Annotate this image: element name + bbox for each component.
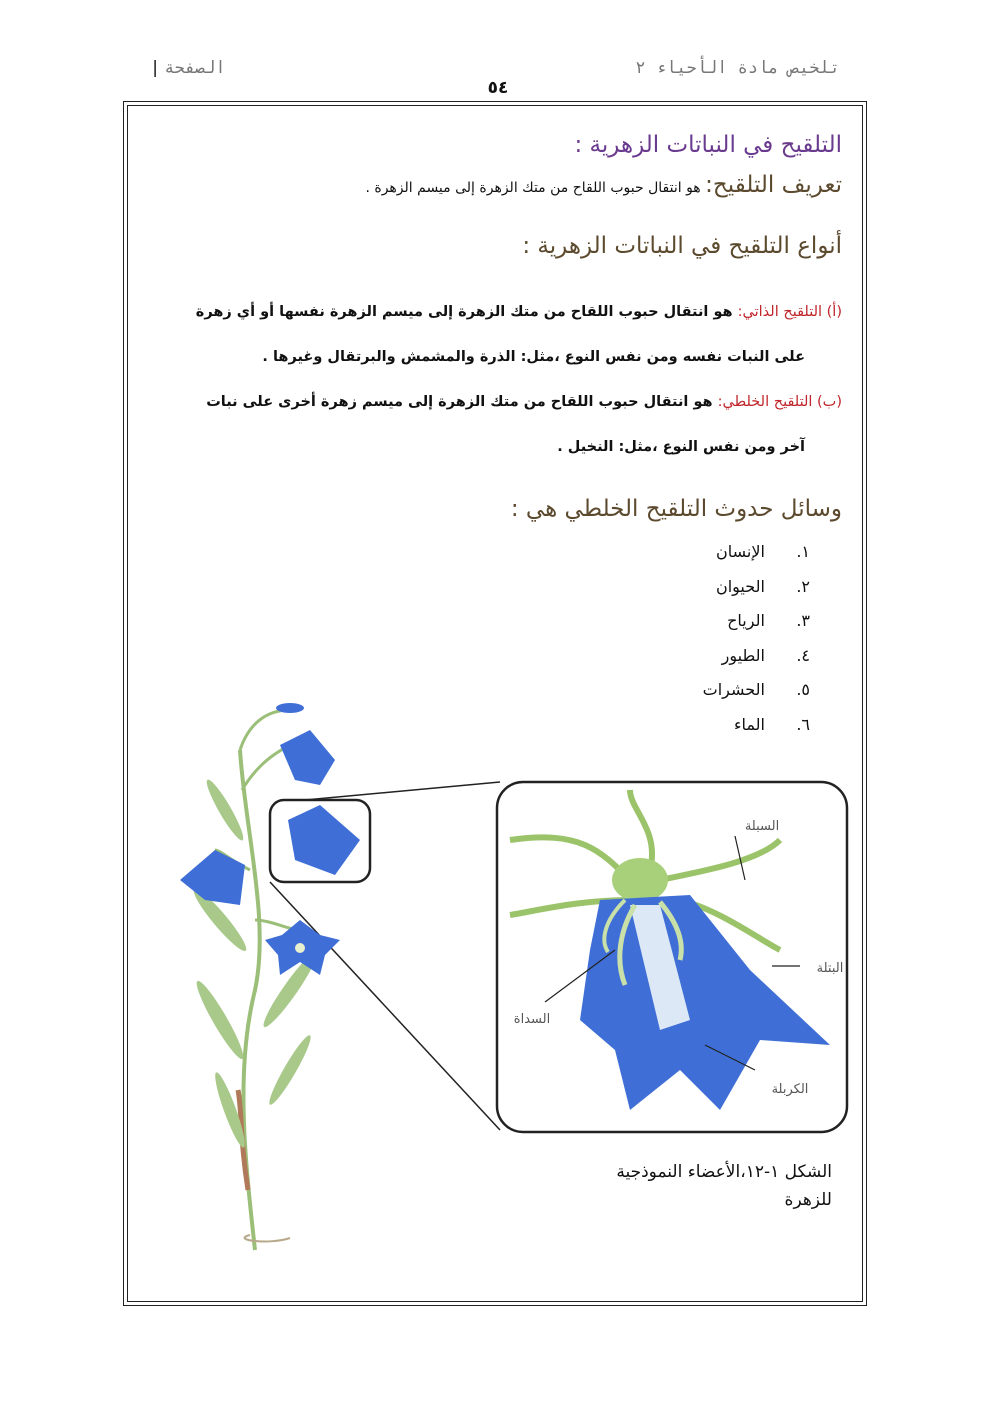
list-item [703, 577, 810, 612]
self-pollination-text-1: هو انتقال حبوب اللقاح من متك الزهرة إلى ميسم الزهرة نفسها أو أي زهرة [195, 304, 738, 320]
figure-caption-line-2: للزهرة [784, 1190, 832, 1210]
page-label [150, 58, 226, 78]
section-heading: التلقيح في النباتات الزهرية : [574, 132, 842, 158]
self-pollination-text-2: على النبات نفسه ومن نفس النوع ،مثل: الذرة والمشمش والبرتقال وغيرها . [262, 349, 805, 365]
definition [365, 172, 842, 198]
list-item-label: الحشرات [702, 680, 765, 699]
list-item-number: ١. [796, 542, 810, 561]
page-label-text: الصفحة [164, 58, 226, 78]
self-pollination-label: (أ) التلقيح الذاتي: [737, 304, 842, 320]
list-item-label: الإنسان [715, 542, 765, 561]
zoom-connector-top [305, 782, 500, 800]
cross-pollination-label: (ب) التلقيح الخلطي: [717, 394, 842, 410]
list-item-label: الطيور [721, 645, 765, 665]
list-item-number: ٤. [796, 645, 810, 665]
cross-pollination-paragraph [152, 380, 842, 470]
definition-term: تعريف التلقيح: [705, 172, 842, 198]
document-title: تلخيص مادة الأحياء ٢ [635, 58, 840, 78]
list-item-label: الرياح [727, 611, 765, 630]
list-item-number: ٣. [796, 611, 810, 630]
means-heading: وسائل حدوث التلقيح الخلطي هي : [510, 496, 842, 522]
cross-pollination-text-1: هو انتقال حبوب اللقاح من متك الزهرة إلى ميسم زهرة أخرى على نبات [206, 394, 718, 410]
list-item [703, 611, 810, 646]
list-item-number: ٢. [796, 576, 810, 596]
list-item-label: الماء [733, 714, 765, 734]
figure-caption-line-1: الشكل ١-١٢،الأعضاء النموذجية [616, 1162, 832, 1182]
label-petal: البتلة [816, 961, 844, 976]
zoom-connector-bottom [270, 882, 500, 1130]
self-pollination-paragraph [152, 290, 842, 380]
page-label-separator: | [150, 58, 161, 78]
cross-pollination-text-2: آخر ومن نفس النوع ،مثل: النخيل . [557, 439, 805, 455]
definition-text: هو انتقال حبوب اللقاح من متك الزهرة إلى ميسم الزهرة . [365, 180, 706, 196]
label-sepal: السبلة [744, 819, 780, 834]
page-number: ٥٤ [487, 78, 509, 98]
list-item [703, 542, 810, 577]
list-item-number: ٦. [796, 714, 810, 734]
figure-caption [572, 1158, 832, 1214]
list-item-label: الحيوان [715, 576, 765, 596]
types-heading: أنواع التلقيح في النباتات الزهرية : [522, 233, 842, 259]
label-stamen: السداة [513, 1012, 551, 1027]
list-item [703, 646, 810, 681]
label-carpel: الكربلة [771, 1082, 809, 1097]
plant-illustration [180, 703, 360, 1250]
list-item-number: ٥. [796, 680, 810, 699]
